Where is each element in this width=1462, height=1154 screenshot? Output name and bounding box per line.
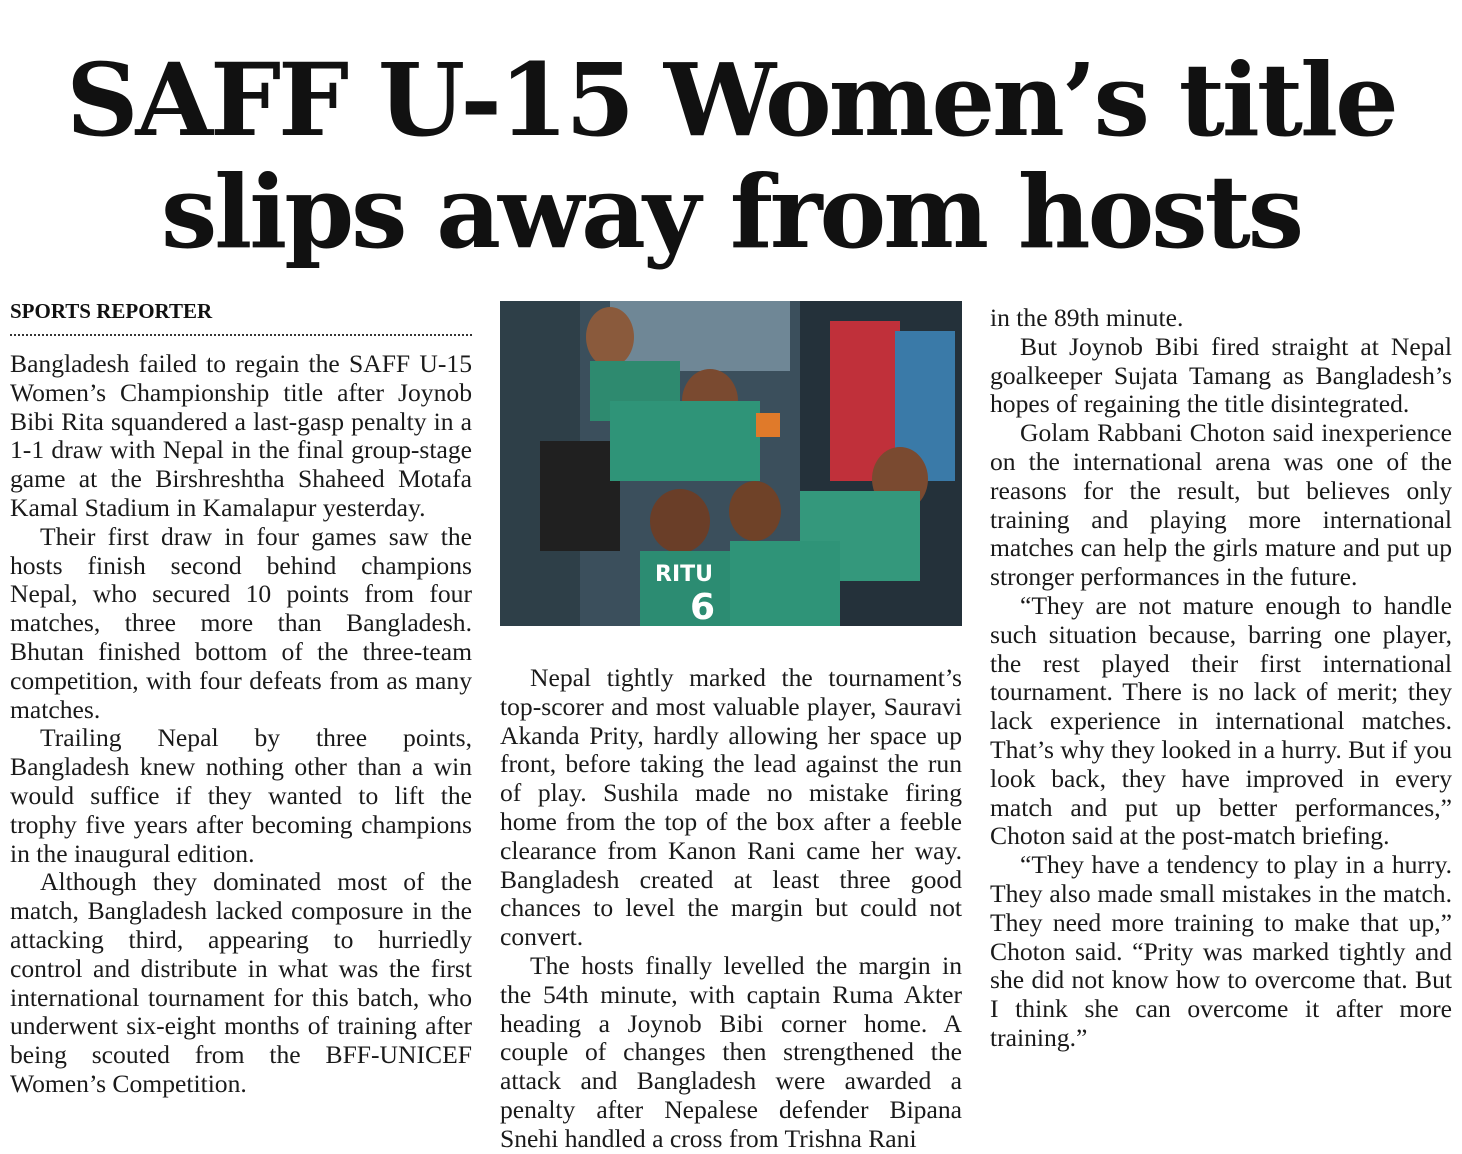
headline <box>0 41 1462 271</box>
jersey-name: RITU <box>655 562 713 587</box>
paragraph: Nepal tightly marked the tournament’s top-scorer and most valuable player, Sauravi Akanda Prity, hardly allowing her space up front, before taking the lead against the run of play. Sushila made no mistake firing home from the top of the box after a feeble clearance from Kanon Rani came her way. Bangladesh created at least three good chances to level the margin but could not convert. <box>500 663 962 952</box>
article-column-3 <box>990 304 1452 1053</box>
headline-line-1: SAFF U-15 Women’s title <box>66 41 1396 159</box>
headline-line-2: slips away from hosts <box>160 153 1302 271</box>
article-column-2 <box>500 664 962 1154</box>
paragraph: Golam Rabbani Choton said inexperience on the international arena was one of the reasons for the result, but believes only training and playing more international matches can help the girls mature and put up stronger performances in the future. <box>990 418 1452 592</box>
paragraph: The hosts finally levelled the margin in the 54th minute, with captain Ruma Akter heading a Joynob Bibi corner home. A couple of changes then strengthened the attack and Bangladesh were awarded a penalty after Nepalese defender Bipana Snehi handled a cross from Trishna Rani <box>500 950 962 1153</box>
paragraph: in the 89th minute. <box>990 303 1184 332</box>
paragraph: “They are not mature enough to handle such situation because, barring one player, the rest played their first international tournament. There is no lack of merit; they lack experience in international matches. That’s why they looked in a hurry. But if you look back, they have improved in every match and put up better performances,” Choton said at the post-match briefing. <box>990 590 1452 851</box>
match-photo-illustration <box>500 301 962 626</box>
match-photo <box>500 301 962 626</box>
paragraph: “They have a tendency to play in a hurry. They also made small mistakes in the match. They need more training to make that up,” Choton said. “Prity was marked tightly and she did not know how to overcome that. But I think she can overcome it after more training.” <box>990 850 1452 1052</box>
paragraph: Although they dominated most of the match, Bangladesh lacked composure in the attacking third, appearing to hurriedly control and distribute in what was the first international tournament for this batch, who underwent six-eight months of training after being scouted from the BFF-UNICEF Women’s Competition. <box>10 867 472 1098</box>
article-column-1 <box>10 350 472 1099</box>
paragraph: Bangladesh failed to regain the SAFF U-15 Women’s Championship title after Joynob Bibi Rita squandered a last-gasp penalty in a 1-1 draw with Nepal in the final group-stage game at the Birshreshtha Shaheed Motafa Kamal Stadium in Kamalapur yesterday. <box>10 349 472 522</box>
paragraph: But Joynob Bibi fired straight at Nepal goalkeeper Sujata Tamang as Bangladesh’s hopes of regaining the title disintegrated. <box>990 331 1452 419</box>
byline: SPORTS REPORTER <box>10 299 213 323</box>
paragraph: Their first draw in four games saw the hosts finish second behind champions Nepal, who secured 10 points from four matches, three more than Bangladesh. Bhutan finished bottom of the three-team competition, with four defeats from as many matches. <box>10 521 472 724</box>
jersey-number: 6 <box>690 587 716 626</box>
byline-divider <box>10 334 472 336</box>
paragraph: Trailing Nepal by three points, Bangladesh knew nothing other than a win would suffice if they wanted to lift the trophy five years after becoming champions in the inaugural edition. <box>10 723 472 868</box>
